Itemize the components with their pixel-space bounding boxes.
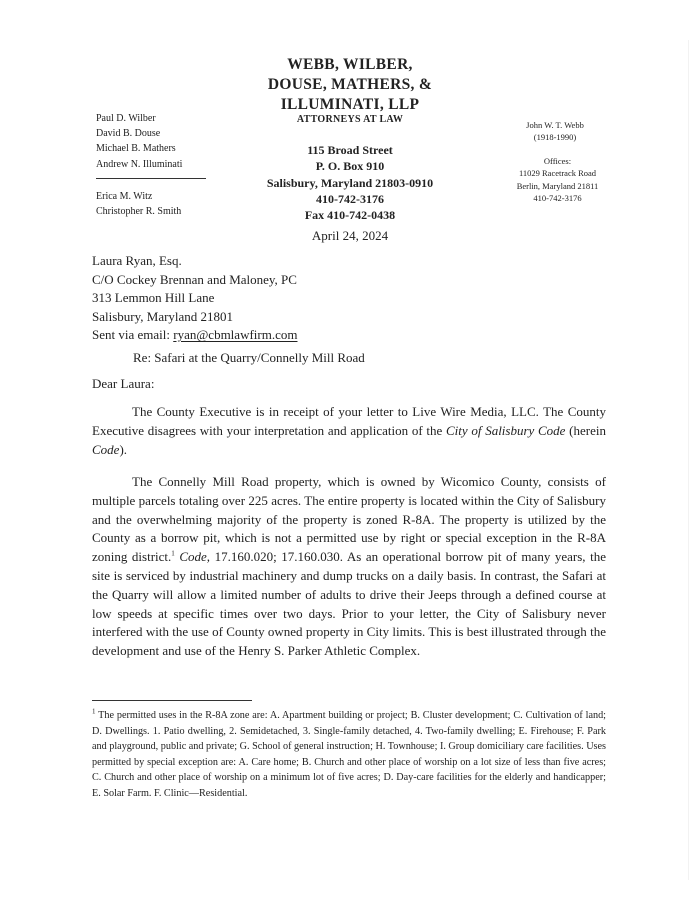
firm-name-line-3: ILLUMINATI, LLP bbox=[280, 96, 420, 113]
office-city: Berlin, Maryland 21811 bbox=[516, 180, 599, 191]
footnote-ref[interactable]: 1 bbox=[171, 549, 175, 558]
partner-name: David B. Douse bbox=[96, 128, 161, 140]
footnote-divider bbox=[92, 700, 252, 701]
salutation: Dear Laura: bbox=[92, 376, 155, 391]
sent-via-label: Sent via email: bbox=[92, 327, 174, 342]
firm-address bbox=[200, 142, 500, 223]
partner-name: Michael B. Mathers bbox=[96, 143, 176, 155]
founder-block bbox=[505, 120, 605, 143]
footnote-text: The permitted uses in the R-8A zone are: A. Apartment building or project; B. Cluster development; C. Cultivation of land; D. Dwellings. 1. Patio dwelling, 2. Semidetached, 3. Single-family detached, 4. Two-family dwelling; E. Firehouse; F. Park and playground, public and private; G. School of general instruction; H. Townhouse; I. Group domiciliary care facilities. Uses permitted by special exception are: A. Care home; B. Church and other place of worship on a lot size of less than five acres; C. Church and other place of worship on a minimum lot of five acres; D. Day-care facilities for the elderly and handicapper; E. Solar Farm. F. Clinic—Residential. bbox=[92, 710, 607, 799]
partner-name: Andrew N. Illuminati bbox=[96, 158, 183, 170]
partner-name: Paul D. Wilber bbox=[96, 113, 156, 124]
recipient-block bbox=[92, 252, 297, 345]
recipient-name: Laura Ryan, Esq. bbox=[92, 253, 182, 268]
partners-divider bbox=[96, 178, 206, 179]
associates-list bbox=[96, 189, 181, 219]
recipient-street: 313 Lemmon Hill Lane bbox=[92, 290, 215, 305]
address-street: 115 Broad Street bbox=[307, 143, 393, 157]
paragraph-text: 17.160.020; 17.160.030. As an operational borrow pit of many years, the site is serviced by industrial machinery and dump trucks on a daily basis. In contrast, the Safari at the Quarry will allow a limited number of adults to drive their Jeeps through a defined course at low speeds at specific times over two days. Prior to your letter, the City of Salisbury never interfered with the use of County owned property in City limits. This is best illustrated through the development and use of the Henry S. Parker Athletic Complex. bbox=[92, 549, 606, 659]
founder-name: John W. T. Webb bbox=[526, 120, 584, 130]
paragraph-text: The County Executive is in receipt of your letter to Live Wire Media, LLC. The County Executive disagrees with your interpretation and application of the bbox=[92, 404, 606, 438]
code-citation: Code, bbox=[174, 549, 211, 565]
address-phone: 410-742-3176 bbox=[316, 191, 384, 206]
footnote bbox=[92, 708, 606, 801]
recipient-city: Salisbury, Maryland 21801 bbox=[92, 308, 234, 324]
associate-name: Christopher R. Smith bbox=[96, 206, 182, 218]
address-fax: Fax 410-742-0438 bbox=[304, 208, 396, 223]
body-paragraph-1 bbox=[92, 403, 606, 459]
firm-name-line-1: WEBB, WILBER, bbox=[287, 56, 413, 73]
paragraph-text: The Connelly Mill Road property, which is owned by Wicomico County, consists of multiple parcels totaling over 225 acres. The entire property is located within the City of Salisbury and the overwhelming majority of the property is zoned R-8A. The property is utilized by the County as a borrow pit, which is not a permitted use by right or special exception in the R-8A zoning district. bbox=[92, 474, 606, 565]
firm-name-line-2: DOUSE, MATHERS, & bbox=[267, 76, 433, 93]
recipient-firm: C/O Cockey Brennan and Maloney, PC bbox=[92, 271, 297, 287]
founder-years: (1918-1990) bbox=[533, 131, 577, 142]
address-po-box: P. O. Box 910 bbox=[315, 159, 385, 174]
paragraph-text: ). bbox=[119, 441, 128, 457]
re-line: Re: Safari at the Quarry/Connelly Mill Road bbox=[133, 350, 365, 365]
associate-name: Erica M. Witz bbox=[96, 191, 153, 202]
body-paragraph-2 bbox=[92, 473, 606, 661]
office-phone: 410-742-3176 bbox=[533, 193, 582, 204]
code-title: City of Salisbury Code bbox=[445, 422, 566, 438]
recipient-email-line bbox=[92, 326, 297, 345]
partners-list bbox=[96, 111, 182, 172]
recipient-email-link[interactable]: ryan@cbmlawfirm.com bbox=[173, 327, 298, 342]
offices-label: Offices: bbox=[543, 156, 572, 166]
letter-date: April 24, 2024 bbox=[311, 228, 389, 243]
office-street: 11029 Racetrack Road bbox=[518, 168, 597, 179]
firm-subtitle: ATTORNEYS AT LAW bbox=[296, 114, 404, 125]
footnote-number: 1 bbox=[92, 707, 96, 716]
code-abbrev: Code bbox=[92, 441, 120, 457]
scan-edge-artifact bbox=[688, 40, 689, 880]
firm-name bbox=[200, 55, 500, 115]
paragraph-text: (herein bbox=[565, 422, 606, 438]
offices-block bbox=[495, 155, 620, 205]
address-city: Salisbury, Maryland 21803-0910 bbox=[266, 175, 434, 190]
